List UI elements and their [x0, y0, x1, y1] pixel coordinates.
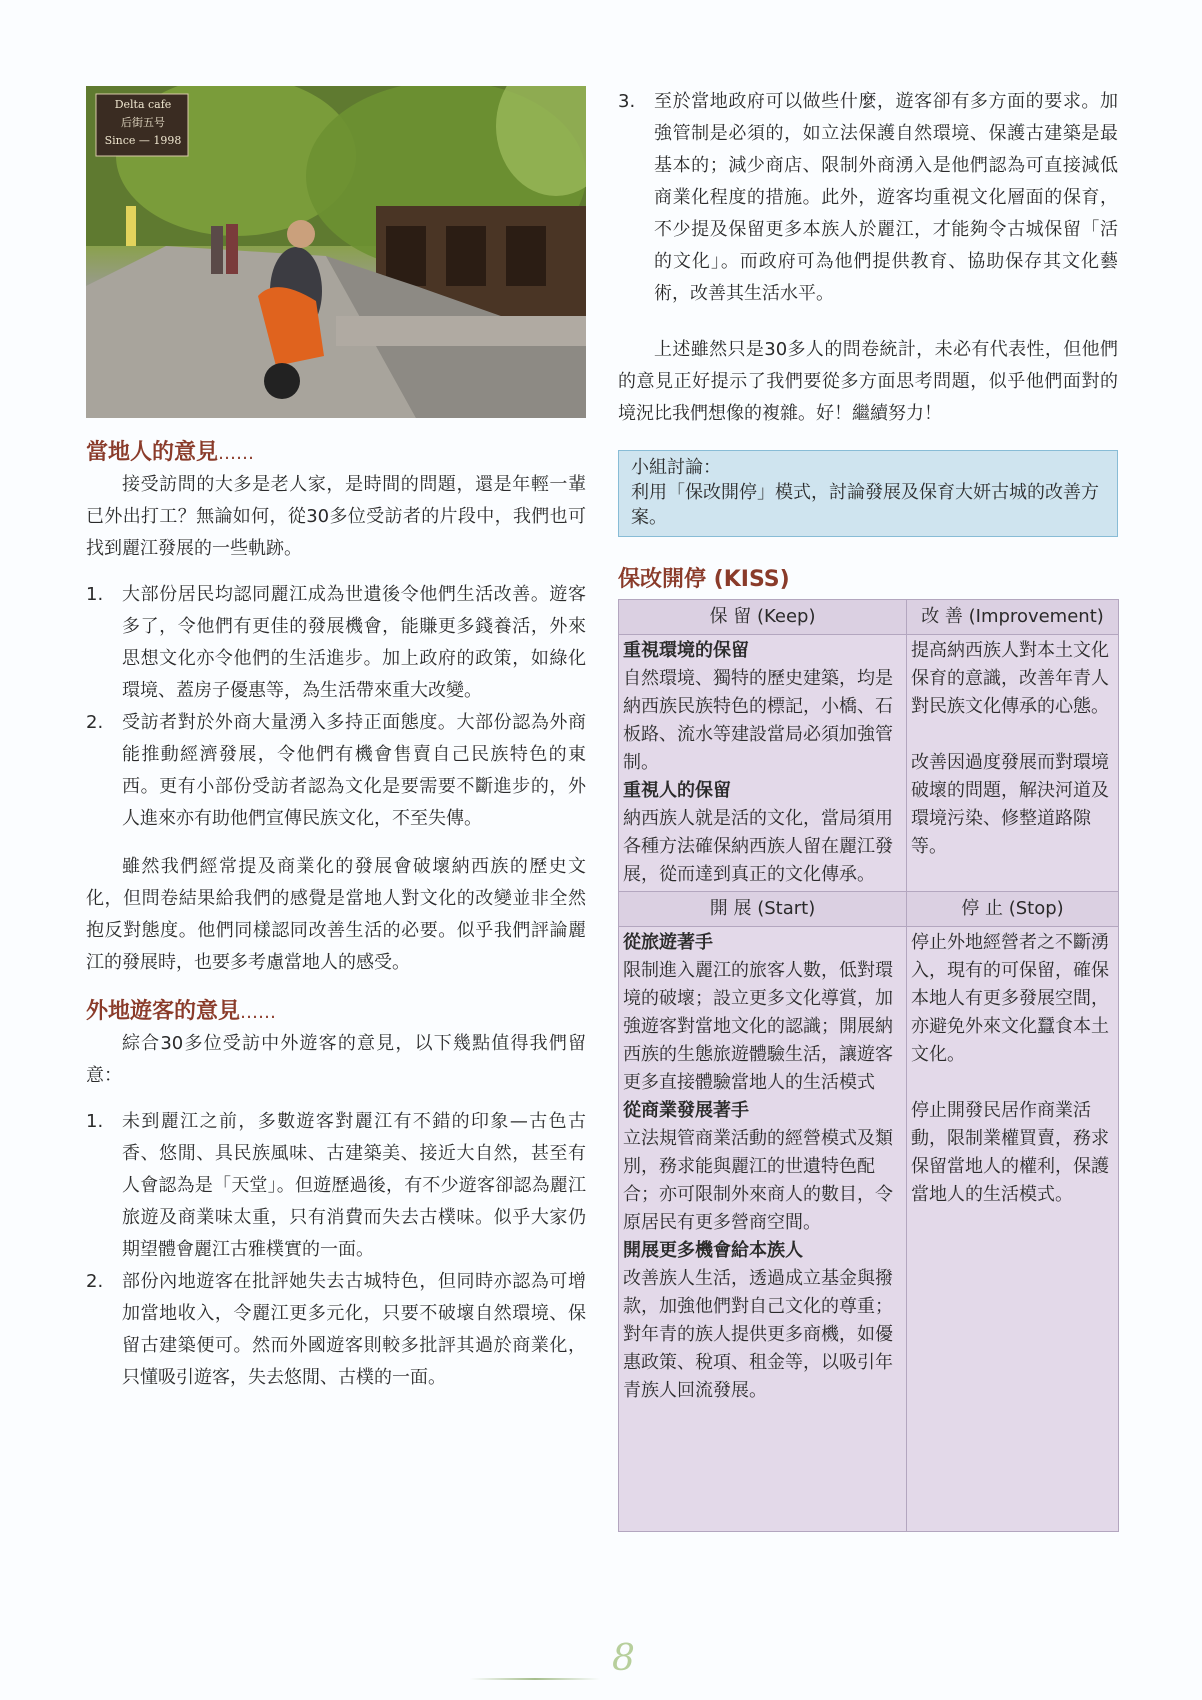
right-column	[618, 86, 1118, 1532]
start-text: 立法規管商業活動的經營模式及類別，務求能與麗江的世遺特色配合；亦可限制外來商人的數目，令原居民有更多營商空間。	[623, 1128, 893, 1233]
list-number: 1.	[86, 584, 104, 605]
start-heading: 從商業發展著手	[623, 1100, 749, 1121]
discussion-label: 小組討論：	[631, 457, 721, 478]
list-number: 1.	[86, 1111, 104, 1132]
start-cell	[619, 927, 907, 1532]
keep-cell	[619, 635, 907, 892]
kiss-table	[618, 599, 1119, 1532]
tourists-section-title	[86, 997, 586, 1028]
keep-heading: 重視環境的保留	[623, 640, 749, 661]
locals-section-title	[86, 438, 586, 469]
lijiang-street-photo	[86, 86, 586, 418]
footer-divider	[470, 1678, 600, 1680]
improve-cell	[907, 635, 1119, 892]
improve-text: 提高納西族人對本土文化保育的意識，改善年青人對民族文化傳承的心態。	[911, 640, 1109, 717]
list-item	[86, 707, 586, 835]
tourists-closing: 上述雖然只是30多人的問卷統計，未必有代表性，但他們的意見正好提示了我們要從多方面思考問題，似乎他們面對的境況比我們想像的複雜。好！繼續努力！	[618, 339, 1118, 424]
start-heading: 開展更多機會給本族人	[623, 1240, 803, 1261]
list-number: 3.	[618, 91, 636, 112]
list-text: 部份內地遊客在批評她失去古城特色，但同時亦認為可增加當地收入，令麗江更多元化，只要不破壞自然環境、保留古建築便可。然而外國遊客則較多批評其過於商業化，只懂吸引遊客，失去悠閒、古樸的一面。	[122, 1271, 586, 1388]
list-text: 大部份居民均認同麗江成為世遺後令他們生活改善。遊客多了，令他們有更佳的發展機會，能賺更多錢養活，外來思想文化亦令他們的生活進步。加上政府的政策，如綠化環境、蓋房子優惠等，為生活帶來重大改變。	[122, 584, 586, 701]
tourists-list-continued	[618, 86, 1118, 310]
cafe-sign-since: Since — 1998	[104, 134, 182, 147]
stop-cell	[907, 927, 1119, 1532]
tourists-title-text: 外地遊客的意見	[86, 999, 241, 1024]
list-item	[618, 86, 1118, 310]
improve-text: 改善因過度發展而對環境破壞的問題，解決河道及環境污染、修整道路隙等。	[911, 752, 1109, 857]
list-text: 至於當地政府可以做些什麼，遊客卻有多方面的要求。加強管制是必須的，如立法保護自然環境、保護古建築是最基本的；減少商店、限制外商湧入是他們認為可直接減低商業化程度的措施。此外，遊客均重視文化層面的保育，不少提及保留更多本族人於麗江，才能夠令古城保留「活的文化」。而政府可為他們提供教育、協助保存其文化藝術，改善其生活水平。	[654, 91, 1118, 304]
start-text: 改善族人生活，透過成立基金與撥款，加強他們對自己文化的尊重；對年青的族人提供更多商機，如優惠政策、稅項、租金等，以吸引年青族人回流發展。	[623, 1268, 893, 1401]
list-item	[86, 1106, 586, 1266]
keep-header: 保 留 (Keep)	[619, 600, 907, 635]
tourists-intro: 綜合30多位受訪中外遊客的意見，以下幾點值得我們留意：	[86, 1033, 586, 1086]
kiss-title: 保改開停 (KISS)	[618, 567, 790, 592]
cafe-sign-name: Delta cafe	[114, 98, 172, 111]
keep-text: 納西族人就是活的文化，當局須用各種方法確保納西族人留在麗江發展，從而達到真正的文化傳承。	[623, 808, 893, 885]
stop-header: 停 止 (Stop)	[907, 892, 1119, 927]
tourists-list	[86, 1106, 586, 1394]
tourists-title-dots: ……	[240, 1002, 277, 1023]
discussion-text: 利用「保改開停」模式，討論發展及保育大妍古城的改善方案。	[631, 482, 1099, 528]
start-header: 開 展 (Start)	[619, 892, 907, 927]
start-text: 限制進入麗江的旅客人數，低對環境的破壞；設立更多文化導賞，加強遊客對當地文化的認識；開展納西族的生態旅遊體驗生活，讓遊客更多直接體驗當地人的生活模式	[623, 960, 893, 1093]
group-discussion-box	[618, 450, 1118, 537]
left-column	[86, 86, 586, 1394]
list-number: 2.	[86, 1271, 104, 1292]
locals-intro: 接受訪問的大多是老人家，是時間的問題，還是年輕一輩已外出打工？無論如何，從30多位受訪者的片段中，我們也可找到麗江發展的一些軌跡。	[86, 474, 586, 559]
list-item	[86, 579, 586, 707]
locals-list	[86, 579, 586, 835]
keep-heading: 重視人的保留	[623, 780, 731, 801]
list-text: 受訪者對於外商大量湧入多持正面態度。大部份認為外商能推動經濟發展，令他們有機會售賣自己民族特色的東西。更有小部份受訪者認為文化是要需要不斷進步的，外人進來亦有助他們宣傳民族文化，不至失傳。	[122, 712, 586, 829]
cafe-sign-address: 后街五号	[121, 116, 165, 129]
improve-header: 改 善 (Improvement)	[907, 600, 1119, 635]
keep-text: 自然環境、獨特的歷史建築，均是納西族民族特色的標記，小橋、石板路、流水等建設當局必須加強管制。	[623, 668, 893, 773]
locals-title-text: 當地人的意見	[86, 440, 219, 465]
page-number: 8	[612, 1638, 635, 1679]
locals-closing: 雖然我們經常提及商業化的發展會破壞納西族的歷史文化，但問卷結果給我們的感覺是當地人對文化的改變並非全然抱反對態度。他們同樣認同改善生活的必要。似乎我們評論麗江的發展時，也要多考慮當地人的感受。	[86, 856, 586, 973]
stop-text: 停止開發民居作商業活動，限制業權買賣，務求保留當地人的權利，保護當地人的生活模式。	[911, 1100, 1109, 1205]
list-text: 未到麗江之前，多數遊客對麗江有不錯的印象—古色古香、悠閒、具民族風味、古建築美、接近大自然，甚至有人會認為是「天堂」。但遊歷過後，有不少遊客卻認為麗江旅遊及商業味太重，只有消費而失去古樸味。似乎大家仍期望體會麗江古雅樸實的一面。	[122, 1111, 586, 1260]
locals-title-dots: ……	[218, 443, 255, 464]
list-item	[86, 1266, 586, 1394]
stop-text: 停止外地經營者之不斷湧入，現有的可保留，確保本地人有更多發展空間，亦避免外來文化蠶食本土文化。	[911, 932, 1109, 1065]
start-heading: 從旅遊著手	[623, 932, 713, 953]
cafe-sign	[100, 96, 186, 150]
list-number: 2.	[86, 712, 104, 733]
